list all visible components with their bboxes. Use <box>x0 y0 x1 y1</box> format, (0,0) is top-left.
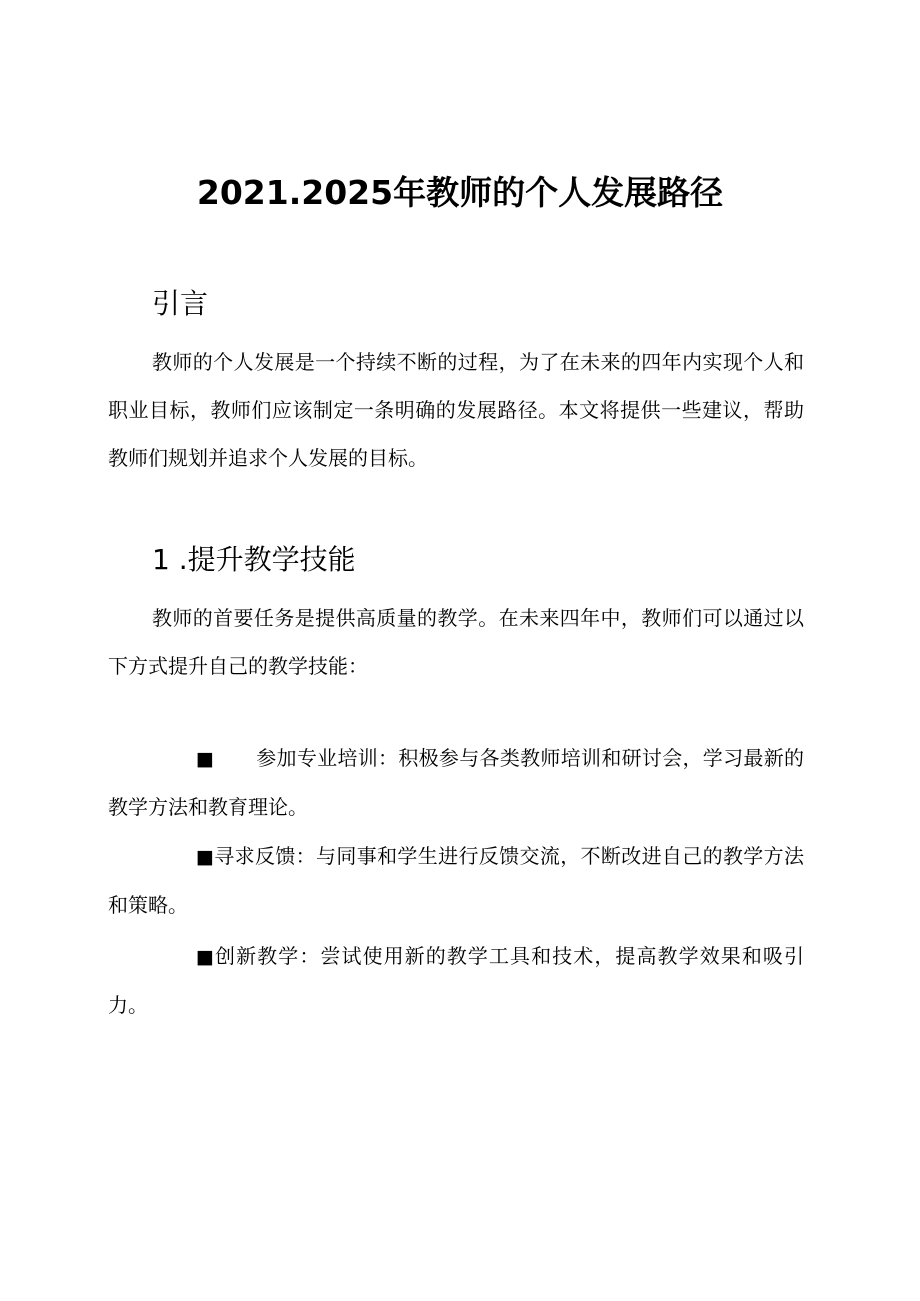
section-heading-intro: 引言 <box>152 287 209 320</box>
bullet-text: 创新教学：尝试使用新的教学工具和技术，提高教学效果和吸引力。 <box>108 944 804 1017</box>
bullet-text: 参加专业培训：积极参与各类教师培训和研讨会，学习最新的教学方法和教育理论。 <box>108 746 804 819</box>
bullet-item <box>108 734 804 831</box>
square-bullet-icon: ■ <box>196 846 214 868</box>
document-title: 2021.2025年教师的个人发展路径 <box>196 173 724 212</box>
square-bullet-icon: ■ <box>196 946 214 968</box>
square-bullet-icon: ■ <box>196 748 214 770</box>
bullet-item <box>108 932 804 1029</box>
section-heading-teaching-skills: 1 .提升教学技能 <box>152 543 356 576</box>
intro-paragraph: 教师的个人发展是一个持续不断的过程，为了在未来的四年内实现个人和职业目标，教师们应该制定一条明确的发展路径。本文将提供一些建议，帮助教师们规划并追求个人发展的目标。 <box>108 350 804 470</box>
teaching-skills-paragraph: 教师的首要任务是提供高质量的教学。在未来四年中，教师们可以通过以下方式提升自己的教学技能： <box>108 606 804 678</box>
bullet-item <box>108 832 804 929</box>
bullet-text: 寻求反馈：与同事和学生进行反馈交流，不断改进自己的教学方法和策略。 <box>108 844 804 917</box>
